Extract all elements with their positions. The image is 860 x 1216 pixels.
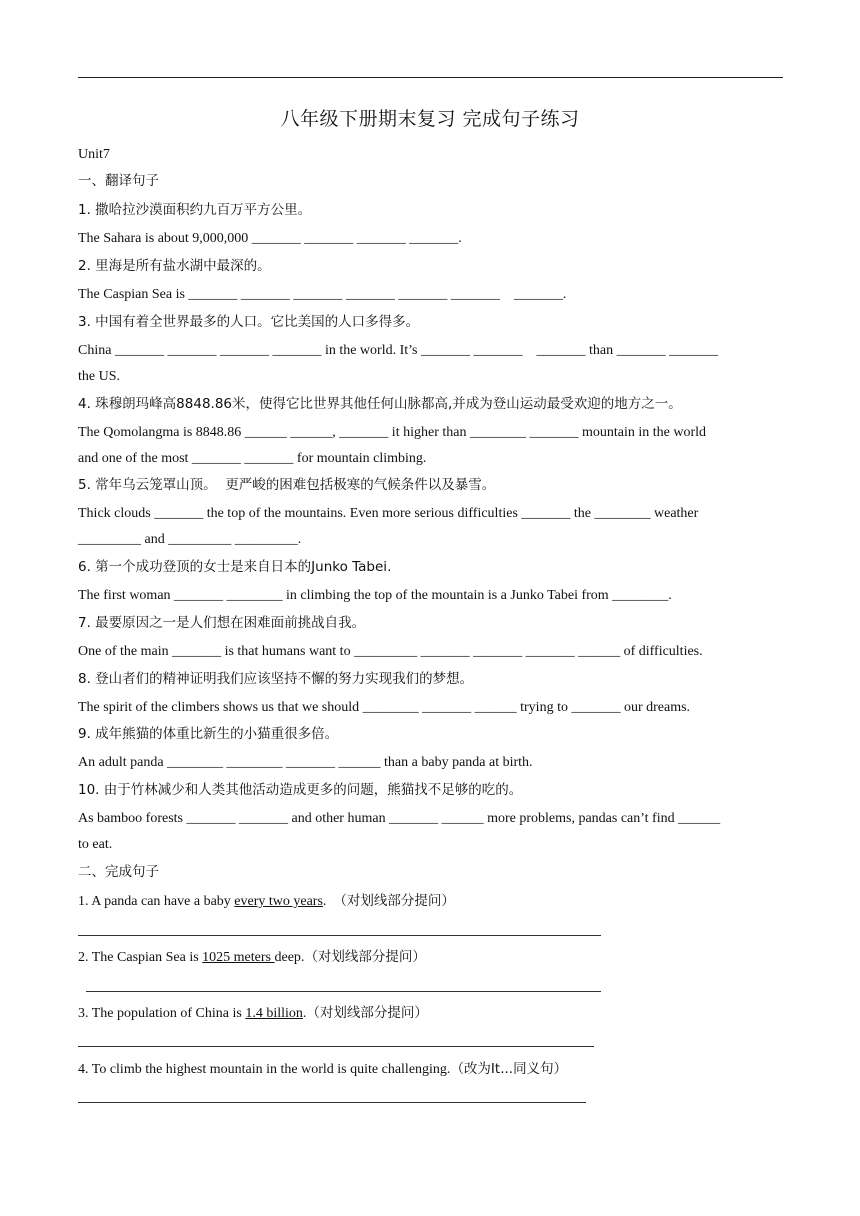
item8-zh: 8. 登山者们的精神证明我们应该坚持不懈的努力实现我们的梦想。 [78, 671, 474, 687]
item8-en: The spirit of the climbers shows us that we should ________ _______ ______ trying to _______ our dreams. [78, 700, 691, 715]
item5-en-line2: _________ and _________ _________. [78, 532, 302, 547]
item6-zh: 6. 第一个成功登顶的女士是来自日本的Junko Tabei. [78, 559, 392, 575]
answer-line-1[interactable] [78, 935, 601, 936]
item5-en-line1: Thick clouds _______ the top of the mountains. Even more serious difficulties _______ the ________ weather [78, 506, 699, 521]
s2-item2-note: （对划线部分提问） [304, 949, 426, 965]
item10-en-line1: As bamboo forests _______ _______ and other human _______ ______ more problems, pandas can’t find ______ [78, 811, 721, 826]
item6-en: The first woman _______ ________ in climbing the top of the mountain is a Junko Tabei from ________. [78, 588, 672, 603]
item3-en-line1: China _______ _______ _______ _______ in the world. It’s _______ _______ _______ than _______ _______ [78, 343, 719, 358]
s2-item1-post: . [322, 894, 334, 909]
page-title: 八年级下册期末复习 完成句子练习 [280, 108, 580, 130]
s2-item2 [78, 948, 426, 967]
s2-item2-text: 2. The Caspian Sea is [78, 950, 203, 965]
item7-zh: 7. 最要原因之一是人们想在困难面前挑战自我。 [78, 615, 366, 631]
item10-en-line2: to eat. [78, 837, 113, 852]
s2-item1-underlined: every two years [234, 894, 323, 909]
item5-zh: 5. 常年乌云笼罩山顶。 更严峻的困难包括极寒的气候条件以及暴雪。 [78, 477, 496, 493]
s2-item4-text: 4. To climb the highest mountain in the world is quite challenging. [78, 1062, 451, 1077]
s2-item1-note: （对划线部分提问） [333, 893, 455, 909]
answer-line-2[interactable] [86, 991, 601, 992]
unit-label: Unit7 [78, 147, 110, 162]
item1-zh: 1. 撒哈拉沙漠面积约九百万平方公里。 [78, 202, 312, 218]
item3-en-line2: the US. [78, 369, 120, 384]
item10-zh: 10. 由于竹林减少和人类其他活动造成更多的问题，熊猫找不足够的吃的。 [78, 782, 523, 798]
s2-item4 [78, 1060, 567, 1079]
s2-item1 [78, 892, 455, 911]
s2-item3-note: （对划线部分提问） [306, 1005, 428, 1021]
item7-en: One of the main _______ is that humans want to _________ _______ _______ _______ ______ of difficulties. [78, 644, 703, 659]
top-rule [78, 77, 783, 78]
section2-heading: 二、完成句子 [78, 864, 159, 880]
item4-en-line1: The Qomolangma is 8848.86 ______ ______, _______ it higher than ________ _______ mountain in the world [78, 425, 706, 440]
s2-item3 [78, 1004, 428, 1023]
item2-zh: 2. 里海是所有盐水湖中最深的。 [78, 258, 271, 274]
s2-item3-text: 3. The population of China is [78, 1006, 246, 1021]
s2-item3-post: . [302, 1006, 307, 1021]
item3-zh: 3. 中国有着全世界最多的人口。它比美国的人口多得多。 [78, 314, 420, 330]
item9-zh: 9. 成年熊猫的体重比新生的小猫重很多倍。 [78, 726, 339, 742]
item1-en: The Sahara is about 9,000,000 _______ _______ _______ _______. [78, 231, 462, 246]
item2-en: The Caspian Sea is _______ _______ _______ _______ _______ _______ _______. [78, 287, 567, 302]
s2-item4-note: （改为It...同义句） [450, 1061, 568, 1077]
answer-line-3[interactable] [78, 1046, 594, 1047]
s2-item2-underlined: 1025 meters [202, 950, 275, 965]
s2-item2-post: deep. [274, 950, 305, 965]
s2-item1-text: 1. A panda can have a baby [78, 894, 235, 909]
answer-line-4[interactable] [78, 1102, 586, 1103]
s2-item3-underlined: 1.4 billion [245, 1006, 303, 1021]
item4-zh: 4. 珠穆朗玛峰高8848.86米，使得它比世界其他任何山脉都高,并成为登山运动最受欢迎的地方之一。 [78, 396, 682, 412]
item9-en: An adult panda ________ ________ _______ ______ than a baby panda at birth. [78, 755, 533, 770]
item4-en-line2: and one of the most _______ _______ for mountain climbing. [78, 451, 427, 466]
section1-heading: 一、翻译句子 [78, 173, 159, 189]
